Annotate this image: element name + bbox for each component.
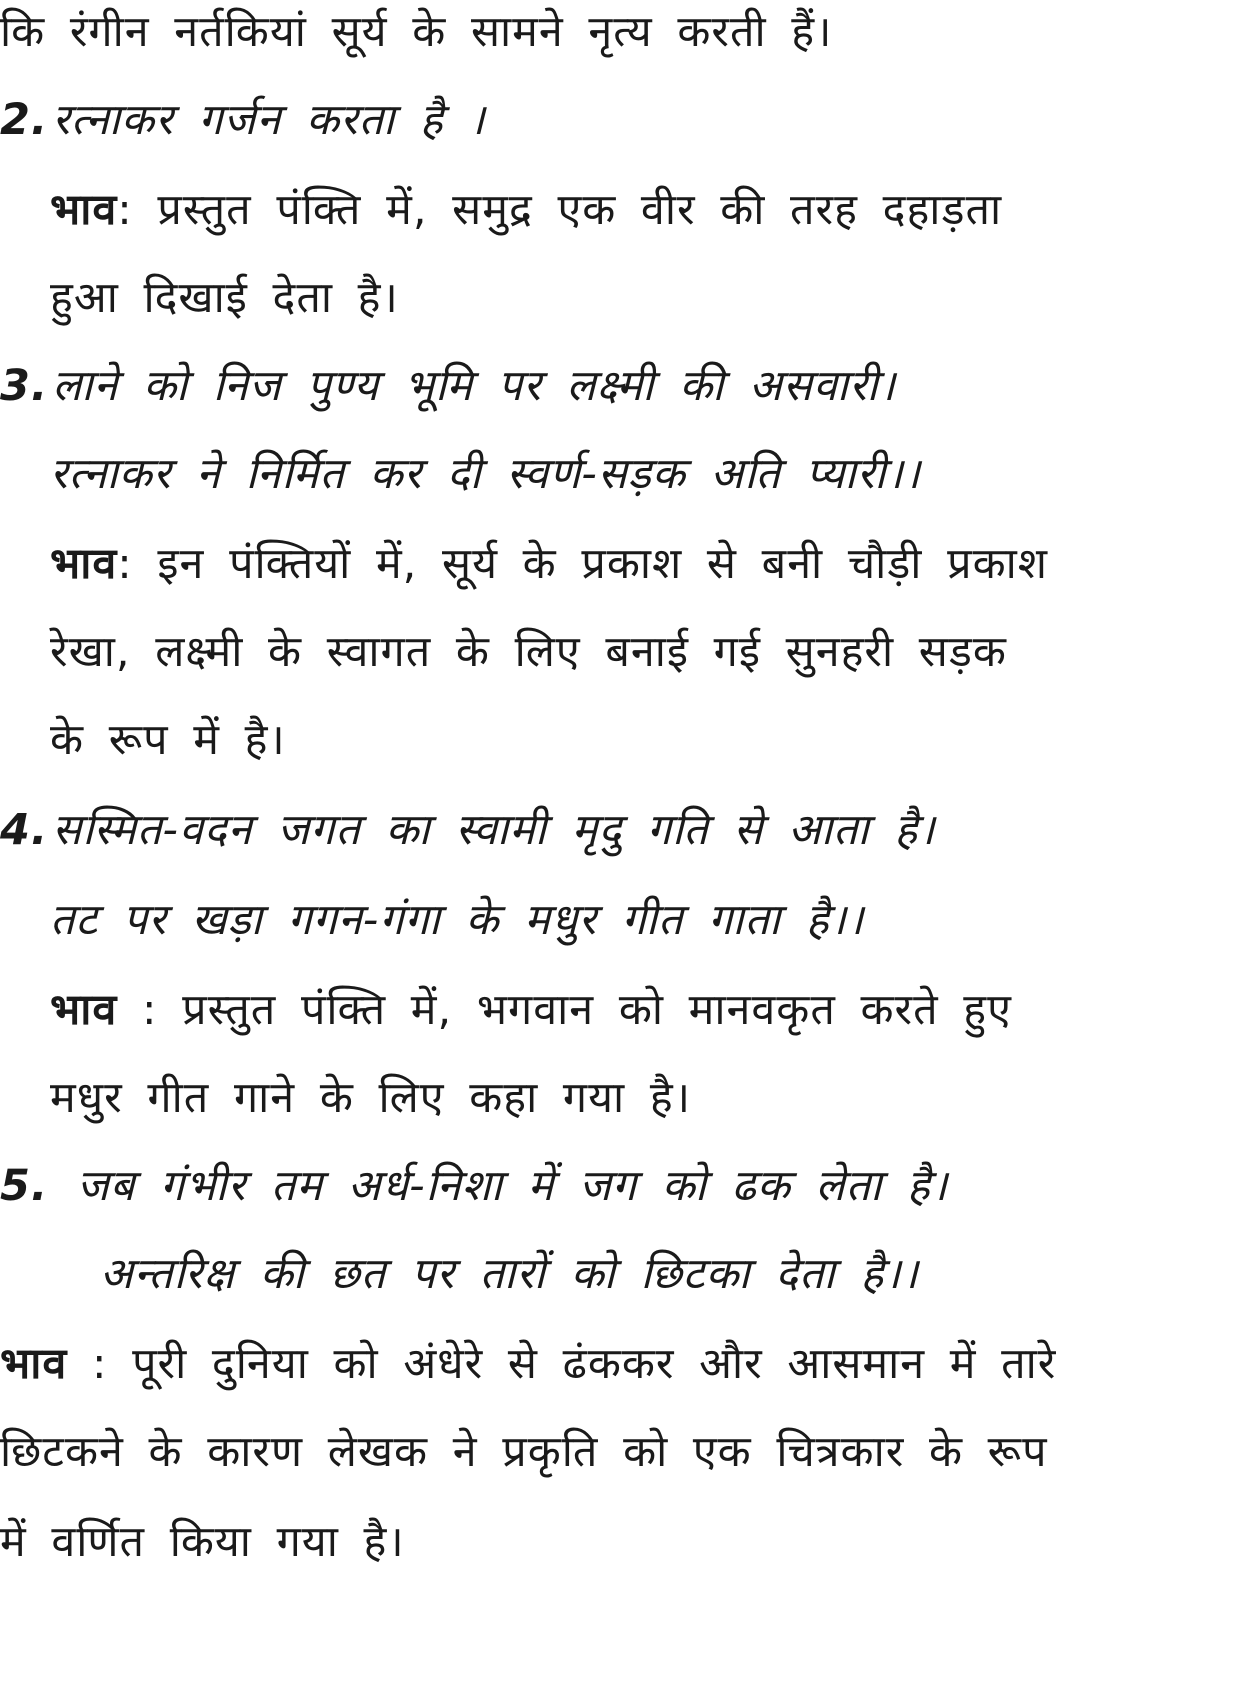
verse-number: 5. <box>0 1161 49 1211</box>
bhav-5-line-3 <box>0 1512 405 1572</box>
bhav-text: : इन पंक्तियों में, सूर्य के प्रकाश से बनी चौड़ी प्रकाश <box>117 539 1048 589</box>
bhav-4-line-2 <box>50 1068 691 1128</box>
bhav-4-line-1 <box>50 980 1012 1040</box>
verse-text: सस्मित-वदन जगत का स्वामी मृदु गति से आता है। <box>52 805 936 855</box>
verse-number: 4. <box>0 805 49 855</box>
verse-3-line-1 <box>0 356 896 416</box>
verse-5-line-2 <box>100 1244 919 1304</box>
bhav-text: : पूरी दुनिया को अंधेरे से ढंककर और आसमान में तारे <box>67 1339 1057 1389</box>
verse-number: 3. <box>0 361 49 411</box>
bhav-5-line-1 <box>0 1334 1056 1394</box>
bhav-3-line-1 <box>50 534 1048 594</box>
bhav-label: भाव <box>50 185 118 235</box>
bhav-text: मधुर गीत गाने के लिए कहा गया है। <box>50 1073 691 1123</box>
verse-number: 2. <box>0 95 49 145</box>
bhav-text: : प्रस्तुत पंक्ति में, भगवान को मानवकृत करते हुए <box>117 985 1012 1035</box>
verse-text: जब गंभीर तम अर्ध-निशा में जग को ढक लेता है। <box>52 1161 949 1211</box>
bhav-3-line-2 <box>50 622 1007 682</box>
bhav-label: भाव <box>0 1339 68 1389</box>
verse-3-line-2 <box>50 444 921 504</box>
bhav-3-line-3 <box>50 710 286 770</box>
verse-text: तट पर खड़ा गगन-गंगा के मधुर गीत गाता है।। <box>50 895 865 945</box>
verse-text: अन्तरिक्ष की छत पर तारों को छिटका देता है।। <box>100 1249 919 1299</box>
bhav-text: हुआ दिखाई देता है। <box>50 273 399 323</box>
verse-text: लाने को निज पुण्य भूमि पर लक्ष्मी की असवारी। <box>52 361 897 411</box>
bhav-text: के रूप में है। <box>50 715 286 765</box>
text-line-1 <box>0 2 832 62</box>
bhav-label: भाव <box>50 985 118 1035</box>
bhav-5-line-2 <box>0 1422 1048 1482</box>
bhav-2-line-1 <box>50 180 1002 240</box>
verse-4-line-2 <box>50 890 864 950</box>
verse-5-line-1 <box>0 1156 948 1216</box>
verse-4-line-1 <box>0 800 936 860</box>
verse-2-line-1 <box>0 90 486 150</box>
bhav-label: भाव <box>50 539 118 589</box>
verse-text: रत्नाकर गर्जन करता है । <box>52 95 486 145</box>
bhav-text: : प्रस्तुत पंक्ति में, समुद्र एक वीर की तरह दहाड़ता <box>117 185 1003 235</box>
verse-text: रत्नाकर ने निर्मित कर दी स्वर्ण-सड़क अति प्यारी।। <box>50 449 922 499</box>
continuation-text: कि रंगीन नर्तकियां सूर्य के सामने नृत्य करती हैं। <box>0 7 833 57</box>
bhav-text: छिटकने के कारण लेखक ने प्रकृति को एक चित्रकार के रूप <box>0 1427 1048 1477</box>
bhav-text: रेखा, लक्ष्मी के स्वागत के लिए बनाई गई सुनहरी सड़क <box>50 627 1007 677</box>
bhav-text: में वर्णित किया गया है। <box>0 1517 405 1567</box>
bhav-2-line-2 <box>50 268 399 328</box>
